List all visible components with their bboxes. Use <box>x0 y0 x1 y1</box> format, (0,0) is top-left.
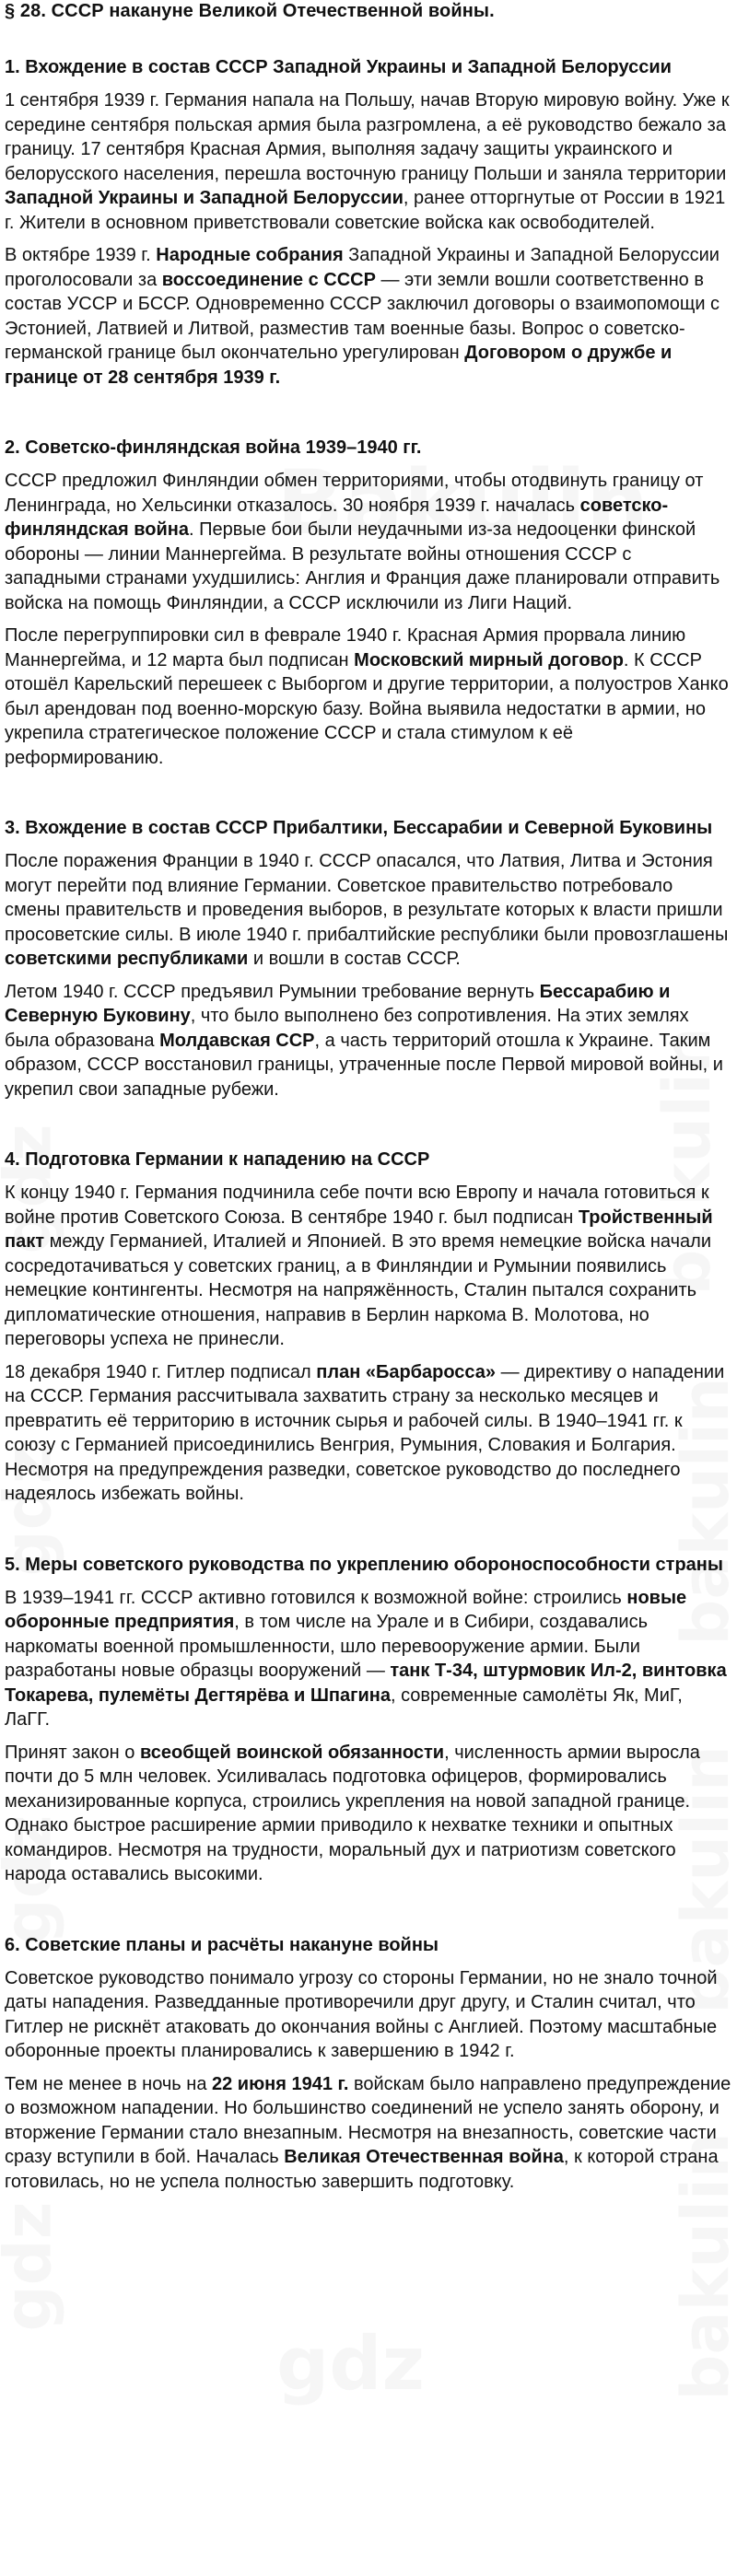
text-run: Принят закон о <box>5 1742 140 1763</box>
paragraph <box>5 849 732 972</box>
text-run: . Первые бои были неудачными из-за недооценки финской обороны — линии Маннергейма. В результате войны отношения СССР с западными странами ухудшились: Англия и Франция даже планировали отправить войска на помощь Финляндии, а СССР исключили из Лиги Наций. <box>5 519 720 613</box>
paragraph <box>5 1181 732 1352</box>
section-2 <box>5 436 732 770</box>
text-run: войскам было направлено предупреждение о возможном нападении. Но большинство соединений не успело занять оборону, и вторжение Германии стало внезапным. Несмотря на внезапность, советские части сразу вступили в бой. Началась <box>5 2073 731 2167</box>
bold-term: Великая Отечественная война <box>284 2147 564 2167</box>
bold-term: Западной Украины и Западной Белоруссии <box>5 188 404 208</box>
text-run: , а часть территорий отошла к Украине. Таким образом, СССР восстановил границы, утраченные после Первой мировой войны, и укрепил свои западные рубежи. <box>5 1030 723 1100</box>
bold-term: советско-финляндская война <box>5 495 669 540</box>
text-run: , к которой страна готовилась, но не успела полностью завершить подготовку. <box>5 2147 719 2192</box>
page-title: § 28. СССР накануне Великой Отечественной войны. <box>5 1 495 21</box>
sections-container <box>5 55 732 2194</box>
bold-term: Московский мирный договор <box>354 649 624 670</box>
text-run: между Германией, Италией и Японией. В это время немецкие войска начали сосредотачиваться у советских границ, а в Финляндии и Румынии появились немецкие контингенты. Несмотря на напряжённость, Сталин пытался сохранить дипломатические отношения, направив в Берлин наркома В. Молотова, но переговоры успеха не принесли. <box>5 1231 711 1349</box>
bold-term: план «Барбаросса» <box>316 1361 497 1382</box>
text-run: 1 сентября 1939 г. Германия напала на Польшу, начав Вторую мировую войну. Уже к середине сентября польская армия была разгромлена, а её руководство бежало за границу. 17 сентября Красная Армия, выполняя задачу защиты украинского и белорусского населения, перешла восточную границу Польши и заняла территории <box>5 90 730 184</box>
text-run: СССР предложил Финляндии обмен территориями, чтобы отодвинуть границу от Ленинграда, но Хельсинки отказалось. 30 ноября 1939 г. началась <box>5 471 704 516</box>
text-run: , современные самолёты Як, МиГ, ЛаГГ. <box>5 1684 683 1730</box>
paragraph <box>5 469 732 615</box>
section-heading: 1. Вхождение в состав СССР Западной Украины и Западной Белоруссии <box>5 57 672 77</box>
text-run: — директиву о нападении на СССР. Германия рассчитывала захватить страну за несколько месяцев и превратить её территорию в источник сырья и рабочей силы. В 1940–1941 гг. к союзу с Германией присоединились Венгрия, Румыния, Словакия и Болгария. Несмотря на предупреждения разведки, советское руководство до последнего надеялось избежать войны. <box>5 1361 725 1504</box>
text-run: Советское руководство понимало угрозу со стороны Германии, но не знало точной даты нападения. Разведданные противоречили друг другу, и Сталин считал, что Гитлер не рискнёт атаковать до окончания войны с Англией. Поэтому масштабные оборонные проекты планировались к завершению в 1942 г. <box>5 1967 718 2061</box>
section-5 <box>5 1553 732 1887</box>
text-run: , что было выполнено без сопротивления. На этих землях была образована <box>5 1006 689 1051</box>
text-run: После поражения Франции в 1940 г. СССР опасался, что Латвия, Литва и Эстония могут перейти под влияние Германии. Советское правительство потребовало смены правительств и проведения выборов, в результате которых к власти пришли просоветские силы. В июле 1940 г. прибалтийские республики были провозглашены <box>5 851 729 945</box>
section-4 <box>5 1148 732 1507</box>
bold-term: Народные собрания <box>156 245 344 265</box>
paragraph <box>5 980 732 1102</box>
section-3 <box>5 816 732 1102</box>
section-heading: 2. Советско-финляндская война 1939–1940 гг. <box>5 437 422 458</box>
text-run: и вошли в состав СССР. <box>248 949 461 969</box>
paragraph <box>5 1966 732 2064</box>
text-run: После перегруппировки сил в феврале 1940 г. Красная Армия прорвала линию Маннергейма, и 12 марта был подписан <box>5 625 686 670</box>
text-run: В 1939–1941 гг. СССР активно готовился к возможной войне: строились <box>5 1587 627 1608</box>
watermark <box>0 2202 65 2332</box>
section-6 <box>5 1933 732 2195</box>
text-run: — эти земли вошли соответственно в состав УССР и БССР. Одновременно СССР заключил договоры о взаимопомощи с Эстонией, Латвией и Литвой, разместив там военные базы. Вопрос о советско-германской границе был окончательно урегулирован <box>5 269 720 363</box>
section-heading: 4. Подготовка Германии к нападению на СССР <box>5 1149 430 1170</box>
text-run: В октябре 1939 г. <box>5 245 157 265</box>
bold-term: танк Т-34, штурмовик Ил-2, винтовка Токарева, пулемёты Дегтярёва и Шпагина <box>5 1661 727 1706</box>
section-heading: 5. Меры советского руководства по укреплению обороноспособности страны <box>5 1554 723 1575</box>
bold-term: Бессарабию и Северную Буковину <box>5 981 671 1026</box>
paragraph <box>5 624 732 770</box>
bold-term: воссоединение с СССР <box>161 269 376 290</box>
bold-term: новые оборонные предприятия <box>5 1587 687 1632</box>
bold-term: 22 июня 1941 г. <box>212 2073 349 2094</box>
paragraph <box>5 243 732 390</box>
text-run: , ранее отторгнутые от России в 1921 г. Жители в основном приветствовали советские войска как освободителей. <box>5 188 726 233</box>
text-run: Тем не менее в ночь на <box>5 2073 212 2094</box>
text-run: 18 декабря 1940 г. Гитлер подписал <box>5 1361 317 1382</box>
paragraph <box>5 2072 732 2195</box>
text-run: . К СССР отошёл Карельский перешеек с Выборгом и другие территории, а полуостров Ханко был арендован под военно-морскую базу. Война выявила недостатки в армии, но укрепила стратегическое положение СССР и стала стимулом к её реформированию. <box>5 649 729 768</box>
paragraph <box>5 1360 732 1507</box>
text-run: Летом 1940 г. СССР предъявил Румынии требование вернуть <box>5 981 540 1002</box>
bold-term: Договором о дружбе и границе от 28 сентября 1939 г. <box>5 343 673 388</box>
text-run: , в том числе на Урале и в Сибири, создавались наркоматы военной промышленности, шло перевооружение армии. Были разработаны новые образцы вооружений — <box>5 1612 649 1681</box>
text-run: К концу 1940 г. Германия подчинила себе почти всю Европу и начала готовиться к войне против Советского Союза. В сентябре 1940 г. был подписан <box>5 1183 709 1228</box>
section-heading: 6. Советские планы и расчёты накануне войны <box>5 1934 439 1955</box>
bold-term: Тройственный пакт <box>5 1206 713 1252</box>
paragraph <box>5 1586 732 1732</box>
bold-term: советскими республиками <box>5 949 249 969</box>
bold-term: всеобщей воинской обязанности <box>139 1742 445 1763</box>
text-run: Западной Украины и Западной Белоруссии проголосовали за <box>5 245 719 290</box>
paragraph <box>5 88 732 235</box>
text-run: , численность армии выросла почти до 5 млн человек. Усиливалась подготовка офицеров, формировались механизированные корпуса, строились укрепления на новой западной границе. Однако быстрое расширение армии приводило к нехватке техники и опытных командиров. Несмотря на трудности, моральный дух и патриотизм советского народа оставались высокими. <box>5 1742 700 1884</box>
paragraph <box>5 1741 732 1887</box>
watermark <box>276 2321 425 2407</box>
section-heading: 3. Вхождение в состав СССР Прибалтики, Бессарабии и Северной Буковины <box>5 818 713 838</box>
bold-term: Молдавская ССР <box>159 1030 315 1051</box>
section-1 <box>5 55 732 390</box>
